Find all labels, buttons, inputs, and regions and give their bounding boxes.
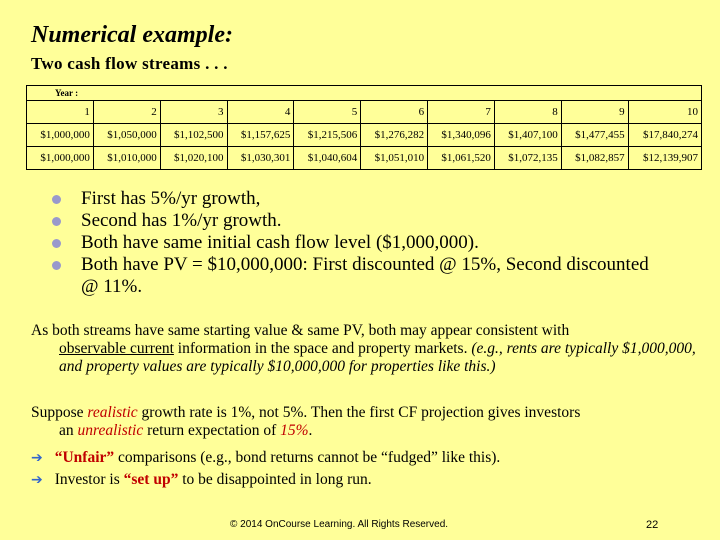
arrow-right-icon: ➔ <box>31 472 43 488</box>
arrow-point-setup: ➔ Investor is “set up” to be disappointed in long run. <box>31 471 372 488</box>
table-cell: $1,082,857 <box>561 147 628 170</box>
table-cell: $1,030,301 <box>227 147 294 170</box>
table-cell: $1,276,282 <box>361 124 428 147</box>
bullet-icon <box>52 217 61 226</box>
table-cell: 3 <box>160 101 227 124</box>
paragraph-consistency: As both streams have same starting value & same PV, both may appear consistent with observable current information in the space and property markets. (e.g., rents are typically $1,000,000, and property values are typically $10,000,000 for properties like this.) <box>31 322 696 375</box>
table-cell: $1,020,100 <box>160 147 227 170</box>
list-item: Both have PV = $10,000,000: First discounted @ 15%, Second discounted @ 11%. <box>52 254 652 298</box>
copyright-footer: © 2014 OnCourse Learning. All Rights Reserved. <box>230 519 449 530</box>
year-label: Year : <box>27 86 702 101</box>
cash-flow-table <box>26 85 702 170</box>
list-item: Both have same initial cash flow level ($1,000,000). <box>52 232 652 254</box>
table-cell: 9 <box>561 101 628 124</box>
table-cell: $17,840,274 <box>628 124 701 147</box>
table-cell: $1,340,096 <box>428 124 495 147</box>
table-cell: 2 <box>93 101 160 124</box>
table-cell: $1,477,455 <box>561 124 628 147</box>
arrow-point-unfair: ➔ “Unfair” comparisons (e.g., bond returns cannot be “fudged” like this). <box>31 449 501 466</box>
table-cell: $1,040,604 <box>294 147 361 170</box>
table-cell: $1,102,500 <box>160 124 227 147</box>
table-cell: 8 <box>494 101 561 124</box>
paragraph-realistic: Suppose realistic growth rate is 1%, not 5%. Then the first CF projection gives investors an unrealistic return expectation of 15%. <box>31 404 581 439</box>
arrow-right-icon: ➔ <box>31 450 43 466</box>
table-row <box>27 124 702 147</box>
table-cell: $1,157,625 <box>227 124 294 147</box>
table-cell: $1,061,520 <box>428 147 495 170</box>
table-cell: $1,000,000 <box>27 147 94 170</box>
bullet-icon <box>52 261 61 270</box>
bullet-list <box>52 188 652 298</box>
bullet-icon <box>52 195 61 204</box>
table-cell: 5 <box>294 101 361 124</box>
table-cell: $1,050,000 <box>93 124 160 147</box>
table-cell: 4 <box>227 101 294 124</box>
table-cell: $1,051,010 <box>361 147 428 170</box>
table-cell: 6 <box>361 101 428 124</box>
slide-subtitle: Two cash flow streams . . . <box>31 54 228 73</box>
list-item: First has 5%/yr growth, <box>52 188 652 210</box>
table-cell: $1,407,100 <box>494 124 561 147</box>
table-cell: 10 <box>628 101 701 124</box>
table-cell: 1 <box>27 101 94 124</box>
year-header-row <box>27 101 702 124</box>
slide-title: Numerical example: <box>31 22 233 48</box>
table-cell: $12,139,907 <box>628 147 701 170</box>
table-row <box>27 147 702 170</box>
page-number: 22 <box>646 519 659 531</box>
table-cell: $1,215,506 <box>294 124 361 147</box>
list-item: Second has 1%/yr growth. <box>52 210 652 232</box>
table-cell: $1,072,135 <box>494 147 561 170</box>
table-cell: $1,000,000 <box>27 124 94 147</box>
bullet-icon <box>52 239 61 248</box>
table-cell: $1,010,000 <box>93 147 160 170</box>
table-cell: 7 <box>428 101 495 124</box>
